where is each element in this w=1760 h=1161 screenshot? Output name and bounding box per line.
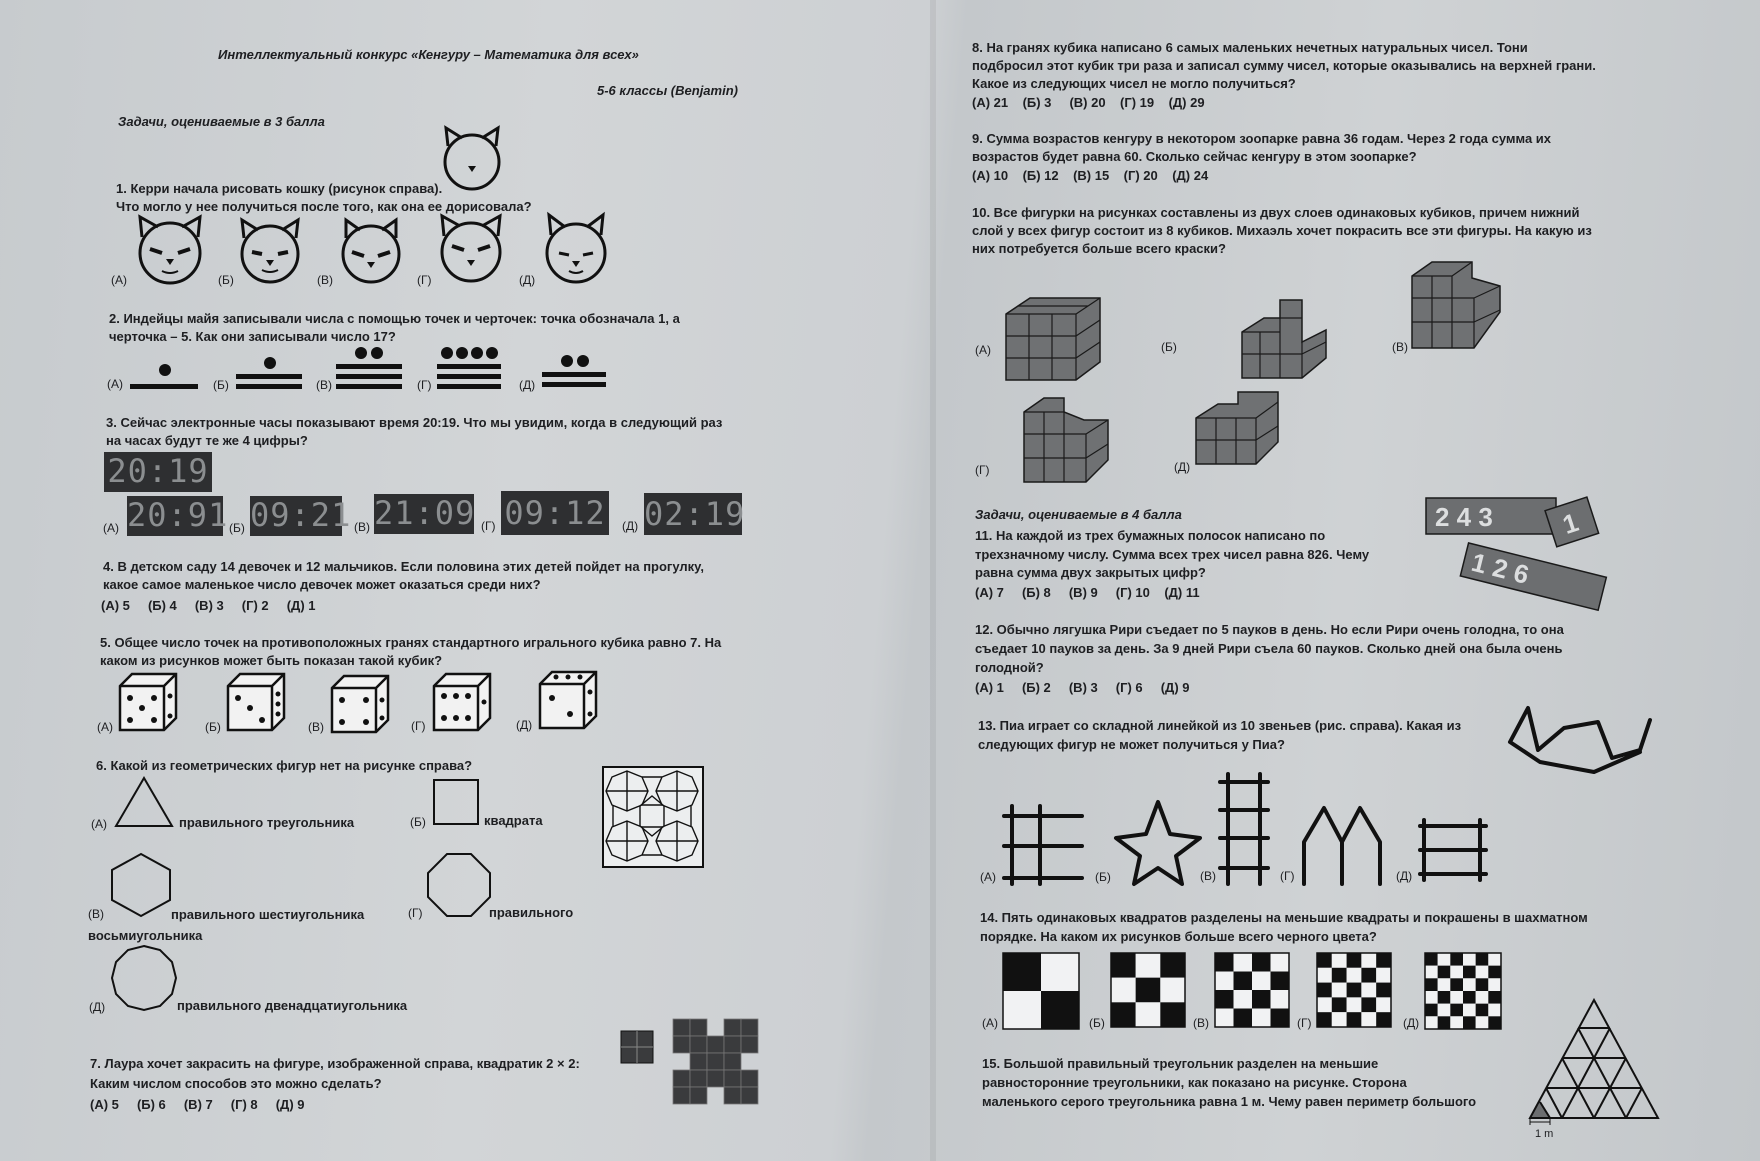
q7-text-1: 7. Лаура хочет закрасить на фигуре, изображенной справа, квадратик 2 × 2:	[90, 1056, 580, 1071]
q14-option-b: (Б)	[1089, 1016, 1105, 1030]
clock-current-display: 20:19	[104, 452, 212, 492]
checker-cell	[1215, 953, 1234, 972]
checker-cell	[1438, 978, 1451, 991]
octagon-figure	[426, 852, 492, 918]
maya-option-v-figure	[336, 346, 402, 394]
cat-option-a-figure	[134, 215, 206, 285]
checker-cell	[1111, 1002, 1136, 1027]
q13-text-2: следующих фигур не может получиться у Пиа?	[978, 737, 1285, 752]
section-4-points: Задачи, оцениваемые в 4 балла	[975, 507, 1182, 522]
checker-cell	[1450, 1016, 1463, 1029]
folding-ruler-sample-figure	[1508, 700, 1656, 774]
checkerboard-option-g-figure	[1316, 952, 1392, 1028]
checker-cell	[1488, 953, 1501, 966]
q8-text-2: подбросил этот кубик три раза и записал сумму чисел, которые оказывались на верхней грани.	[972, 58, 1596, 73]
q13-option-b: (Б)	[1095, 870, 1111, 884]
checker-cell	[1425, 1004, 1438, 1017]
checker-cell	[1317, 968, 1332, 983]
q2-option-b: (Б)	[213, 378, 229, 392]
checker-cell	[1425, 953, 1438, 966]
cubes-option-v-figure	[1410, 258, 1502, 352]
q9-text-2: возрастов будет равна 60. Сколько сейчас кенгуру в этом зоопарке?	[972, 149, 1417, 164]
clock-option-g-display: 09:12	[501, 491, 609, 535]
checker-cell	[1450, 1004, 1463, 1017]
checker-cell	[1160, 978, 1185, 1003]
checker-cell	[1215, 990, 1234, 1009]
q14-option-v: (В)	[1193, 1016, 1209, 1030]
clock-option-v-display: 21:09	[374, 494, 476, 532]
q4-text-1: 4. В детском саду 14 девочек и 12 мальчиков. Если половина этих детей пойдет на прогулку,	[103, 559, 705, 574]
checker-cell	[1488, 978, 1501, 991]
q14-text-2: порядке. На каком их рисунков больше всего черного цвета?	[980, 929, 1377, 944]
q6-option-g-text: правильного	[489, 905, 574, 920]
q12-answers: (А) 1 (Б) 2 (В) 3 (Г) 6 (Д) 9	[975, 680, 1190, 695]
checker-cell	[1003, 953, 1041, 991]
q8-text-1: 8. На гранях кубика написано 6 самых маленьких нечетных натуральных чисел. Тони	[972, 40, 1528, 55]
checker-cell	[1438, 953, 1451, 966]
checker-cell	[1252, 1009, 1271, 1028]
checker-cell	[1332, 997, 1347, 1012]
q10-text-1: 10. Все фигурки на рисунках составлены из двух слоев одинаковых кубиков, причем нижний	[972, 205, 1580, 220]
q13-text-1: 13. Пиа играет со складной линейкой из 10 звеньев (рис. справа). Какая из	[978, 718, 1462, 733]
q11-text-1: 11. На каждой из трех бумажных полосок написано по	[975, 528, 1326, 543]
unit-label: 1 m	[1535, 1128, 1554, 1140]
q5-option-g: (Г)	[411, 719, 426, 733]
q3-text-1: 3. Сейчас электронные часы показывают время 20:19. Что мы увидим, когда в следующий раз	[106, 415, 723, 430]
q14-text-1: 14. Пять одинаковых квадратов разделены на меньшие квадраты и покрашены в шахматном	[980, 910, 1588, 925]
cubes-option-d-figure	[1194, 388, 1280, 470]
checker-cell	[1425, 991, 1438, 1004]
checker-cell	[1488, 991, 1501, 1004]
cubes-option-a-figure	[1004, 294, 1104, 386]
q7-cross-figure	[672, 1018, 760, 1106]
triangle-figure	[114, 776, 174, 828]
q6-option-v-text: правильного шестиугольника	[171, 907, 365, 922]
q11-text-2: трехзначному числу. Сумма всех трех чисел равна 826. Чему	[975, 547, 1370, 562]
q5-option-d: (Д)	[516, 718, 533, 732]
checker-cell	[1215, 972, 1234, 991]
q10-text-3: них потребуется больше всего краски?	[972, 241, 1226, 256]
checker-cell	[1041, 953, 1079, 991]
q10-option-a: (А)	[975, 343, 991, 357]
q1-text-2: Что могло у нее получиться после того, как она ее дорисовала?	[116, 199, 532, 214]
hexagon-figure	[108, 852, 174, 918]
q6-option-b: (Б)	[410, 815, 426, 829]
q12-text-2: съедает 10 пауков за день. За 9 дней Рири съела 60 пауков. Сколько дней она была очень	[975, 641, 1563, 656]
paper-strips-figure	[1425, 494, 1615, 598]
checker-cell	[1488, 1004, 1501, 1017]
q12-text-3: голодной?	[975, 660, 1044, 675]
checker-cell	[1463, 978, 1476, 991]
q14-option-g: (Г)	[1297, 1016, 1312, 1030]
checker-cell	[1476, 953, 1489, 966]
checker-cell	[1003, 991, 1041, 1029]
checker-cell	[1317, 953, 1332, 968]
checker-cell	[1347, 953, 1362, 968]
q10-text-2: слой у всех фигур состоит из 8 кубиков. Михаэль хочет покрасить все эти фигуры. На какую из	[972, 223, 1592, 238]
checker-cell	[1332, 953, 1347, 968]
checker-cell	[1160, 1002, 1185, 1027]
q10-option-g: (Г)	[975, 463, 990, 477]
checker-cell	[1361, 997, 1376, 1012]
checker-cell	[1376, 968, 1391, 983]
q5-text-2: каком из рисунков может быть показан такой кубик?	[100, 653, 443, 668]
q6-option-g-text-2: восьмиугольника	[88, 928, 203, 943]
checker-cell	[1317, 997, 1332, 1012]
checker-cell	[1488, 1016, 1501, 1029]
checker-cell	[1463, 966, 1476, 979]
clock-option-d-display: 02:19	[644, 495, 746, 533]
checker-cell	[1347, 968, 1362, 983]
q6-pattern-figure	[602, 766, 704, 868]
checker-cell	[1425, 966, 1438, 979]
dice-option-a-figure	[118, 672, 178, 732]
checker-cell	[1160, 953, 1185, 978]
clock-option-a-display: 20:91	[127, 496, 229, 534]
q14-option-d: (Д)	[1403, 1016, 1420, 1030]
checkerboard-option-b-figure	[1110, 952, 1186, 1028]
dodecagon-figure	[110, 944, 178, 1012]
dice-option-v-figure	[330, 674, 390, 734]
q5-text-1: 5. Общее число точек на противоположных гранях стандартного игрального кубика равно 7. На	[100, 635, 722, 650]
q6-option-d-text: правильного двенадцатиугольника	[177, 998, 408, 1013]
checker-cell	[1376, 953, 1391, 968]
checker-cell	[1438, 1004, 1451, 1017]
q5-option-a: (А)	[97, 720, 113, 734]
checker-cell	[1332, 983, 1347, 998]
checker-cell	[1234, 1009, 1253, 1028]
checker-cell	[1425, 978, 1438, 991]
checker-cell	[1215, 1009, 1234, 1028]
checker-cell	[1476, 978, 1489, 991]
q2-option-a: (А)	[107, 377, 123, 391]
q13-option-a: (А)	[980, 870, 996, 884]
checker-cell	[1317, 1012, 1332, 1027]
checker-cell	[1450, 978, 1463, 991]
q13-option-g: (Г)	[1280, 869, 1295, 883]
checker-cell	[1347, 1012, 1362, 1027]
checker-cell	[1463, 1004, 1476, 1017]
checker-cell	[1463, 1016, 1476, 1029]
q3-option-d: (Д)	[622, 519, 639, 533]
q7-text-2: Каким числом способов это можно сделать?	[90, 1076, 382, 1091]
q6-option-b-text: квадрата	[484, 813, 543, 828]
q1-option-g: (Г)	[417, 273, 432, 287]
checker-cell	[1136, 1002, 1161, 1027]
cubes-option-g-figure	[1022, 394, 1112, 486]
ruler-option-d-figure	[1418, 818, 1488, 882]
maya-option-a-figure	[130, 360, 200, 390]
checker-cell	[1234, 953, 1253, 972]
q6-text-1: 6. Какой из геометрических фигур нет на рисунке справа?	[96, 758, 473, 773]
q2-option-g: (Г)	[417, 378, 432, 392]
cat-sample-figure	[440, 128, 504, 192]
checker-cell	[1252, 972, 1271, 991]
q1-option-b: (Б)	[218, 273, 234, 287]
cat-option-v-figure	[338, 218, 404, 284]
checkerboard-option-d-figure	[1424, 952, 1502, 1030]
checker-cell	[1136, 978, 1161, 1003]
cat-option-d-figure	[541, 213, 611, 285]
checker-cell	[1317, 983, 1332, 998]
q2-text-2: черточка – 5. Как они записывали число 17?	[109, 329, 396, 344]
cat-option-g-figure	[436, 214, 506, 284]
q1-option-d: (Д)	[519, 273, 536, 287]
checker-cell	[1476, 991, 1489, 1004]
q6-option-g: (Г)	[408, 906, 423, 920]
q11-text-3: равна сумма двух закрытых цифр?	[975, 565, 1206, 580]
checker-cell	[1234, 990, 1253, 1009]
checkerboard-option-v-figure	[1214, 952, 1290, 1028]
square-figure	[432, 778, 480, 826]
q1-option-v: (В)	[317, 273, 333, 287]
checker-cell	[1041, 991, 1079, 1029]
checker-cell	[1450, 953, 1463, 966]
checker-cell	[1438, 991, 1451, 1004]
dice-option-b-figure	[226, 672, 286, 732]
maya-option-g-figure	[437, 346, 503, 394]
q3-option-a: (А)	[103, 521, 119, 535]
q3-option-v: (В)	[354, 520, 370, 534]
ruler-option-g-figure	[1300, 800, 1386, 886]
q13-option-v: (В)	[1200, 869, 1216, 883]
checker-cell	[1271, 1009, 1290, 1028]
q9-text-1: 9. Сумма возрастов кенгуру в некотором зоопарке равна 36 годам. Через 2 года сумма их	[972, 131, 1552, 146]
checker-cell	[1252, 953, 1271, 972]
q10-option-b: (Б)	[1161, 340, 1177, 354]
q14-option-a: (А)	[982, 1016, 998, 1030]
checker-cell	[1463, 953, 1476, 966]
checker-cell	[1463, 991, 1476, 1004]
dice-option-g-figure	[432, 672, 492, 732]
grade-label: 5-6 классы (Benjamin)	[597, 83, 738, 98]
checker-cell	[1347, 983, 1362, 998]
q15-text-3: маленького серого треугольника равна 1 м. Чему равен периметр большого	[982, 1094, 1477, 1109]
q12-text-1: 12. Обычно лягушка Рири съедает по 5 пауков в день. Но если Рири очень голодна, то она	[975, 622, 1564, 637]
q10-option-v: (В)	[1392, 340, 1408, 354]
checker-cell	[1476, 966, 1489, 979]
cat-option-b-figure	[236, 218, 304, 284]
q6-option-d: (Д)	[89, 1000, 106, 1014]
q3-text-2: на часах будут те же 4 цифры?	[106, 433, 308, 448]
q1-text-1: 1. Керри начала рисовать кошку (рисунок справа).	[116, 181, 443, 196]
q4-answers: (А) 5 (Б) 4 (В) 3 (Г) 2 (Д) 1	[101, 598, 316, 613]
q3-option-b: (Б)	[229, 521, 245, 535]
checker-cell	[1450, 966, 1463, 979]
ruler-option-a-figure	[1002, 802, 1086, 888]
q2-option-v: (В)	[316, 378, 332, 392]
q8-text-3: Какое из следующих чисел не могло получиться?	[972, 76, 1296, 91]
maya-option-b-figure	[236, 356, 302, 394]
q15-text-2: равносторонние треугольники, как показано на рисунке. Сторона	[982, 1075, 1407, 1090]
q5-option-b: (Б)	[205, 720, 221, 734]
section-3-points: Задачи, оцениваемые в 3 балла	[118, 114, 325, 129]
checker-cell	[1252, 990, 1271, 1009]
checker-cell	[1332, 1012, 1347, 1027]
checkerboard-option-a-figure	[1002, 952, 1080, 1030]
checker-cell	[1438, 966, 1451, 979]
q11-answers: (А) 7 (Б) 8 (В) 9 (Г) 10 (Д) 11	[975, 585, 1200, 600]
strip-2-number: 1 2 6	[1468, 546, 1532, 590]
cubes-option-b-figure	[1240, 296, 1328, 384]
checker-cell	[1234, 972, 1253, 991]
checker-cell	[1361, 953, 1376, 968]
q6-option-a-text: правильного треугольника	[179, 815, 355, 830]
q15-text-1: 15. Большой правильный треугольник разделен на меньшие	[982, 1056, 1379, 1071]
q2-option-d: (Д)	[519, 378, 536, 392]
checker-cell	[1271, 990, 1290, 1009]
clock-option-b-display: 09:21	[250, 496, 352, 534]
checker-cell	[1111, 953, 1136, 978]
checker-cell	[1450, 991, 1463, 1004]
page-fold	[930, 0, 936, 1161]
checker-cell	[1347, 997, 1362, 1012]
q8-answers: (А) 21 (Б) 3 (В) 20 (Г) 19 (Д) 29	[972, 95, 1205, 110]
q6-option-v: (В)	[88, 907, 104, 921]
q6-option-a: (А)	[91, 817, 107, 831]
q3-option-g: (Г)	[481, 519, 496, 533]
checker-cell	[1425, 1016, 1438, 1029]
checker-cell	[1271, 972, 1290, 991]
checker-cell	[1136, 953, 1161, 978]
checker-cell	[1361, 968, 1376, 983]
checker-cell	[1376, 983, 1391, 998]
q4-text-2: какое самое маленькое число девочек может оказаться среди них?	[103, 577, 541, 592]
q9-answers: (А) 10 (Б) 12 (В) 15 (Г) 20 (Д) 24	[972, 168, 1209, 183]
checker-cell	[1438, 1016, 1451, 1029]
checker-cell	[1376, 1012, 1391, 1027]
q5-option-v: (В)	[308, 720, 324, 734]
checker-cell	[1271, 953, 1290, 972]
q7-answers: (А) 5 (Б) 6 (В) 7 (Г) 8 (Д) 9	[90, 1097, 305, 1112]
small-2x2-square-figure	[620, 1030, 656, 1066]
q10-option-d: (Д)	[1174, 460, 1191, 474]
q2-text-1: 2. Индейцы майя записывали числа с помощью точек и черточек: точка обозначала 1, а	[109, 311, 680, 326]
q13-option-d: (Д)	[1396, 869, 1413, 883]
checker-cell	[1376, 997, 1391, 1012]
ruler-option-v-figure	[1218, 772, 1270, 886]
checker-cell	[1361, 983, 1376, 998]
strip-3-number: 1	[1558, 506, 1582, 540]
contest-title: Интеллектуальный конкурс «Кенгуру – Математика для всех»	[218, 47, 639, 62]
strip-1-number: 2 4 3	[1435, 502, 1493, 532]
q1-option-a: (А)	[111, 273, 127, 287]
checker-cell	[1361, 1012, 1376, 1027]
checker-cell	[1111, 978, 1136, 1003]
ruler-option-b-figure	[1112, 800, 1202, 886]
checker-cell	[1332, 968, 1347, 983]
checker-cell	[1476, 1016, 1489, 1029]
checker-cell	[1476, 1004, 1489, 1017]
dice-option-d-figure	[538, 670, 598, 730]
maya-option-d-figure	[542, 354, 608, 394]
big-triangle-figure	[1528, 998, 1660, 1124]
checker-cell	[1488, 966, 1501, 979]
